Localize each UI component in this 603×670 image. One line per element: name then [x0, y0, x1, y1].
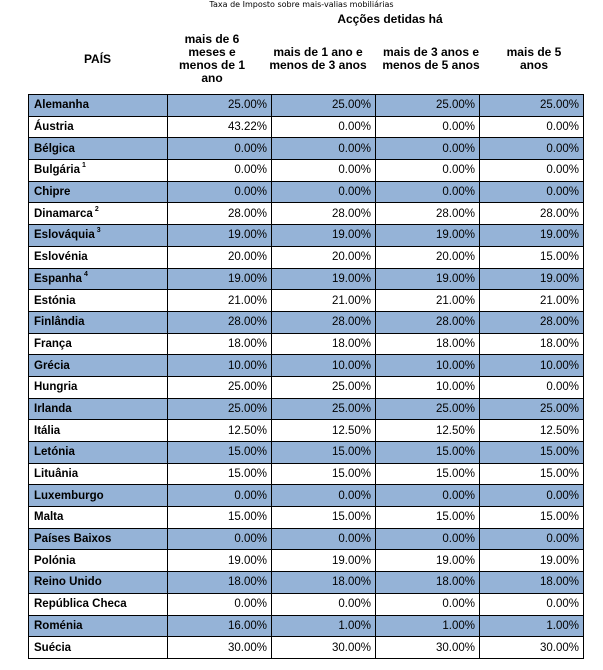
rate-cell: 25.00% [168, 377, 272, 398]
rate-cell: 0.00% [168, 182, 272, 203]
rate-cell: 0.00% [272, 485, 376, 506]
rate-cell: 43.22% [168, 117, 272, 138]
table-row [29, 312, 584, 334]
rate-cell: 28.00% [376, 203, 480, 224]
country-cell [29, 529, 168, 550]
table-row [29, 334, 584, 356]
country-cell: Espanha $^4$ [29, 269, 168, 290]
country-cell [29, 637, 168, 658]
country-cell [29, 138, 168, 159]
table-row [29, 225, 584, 247]
rate-cell: 15.00% [480, 507, 584, 528]
table-row [29, 290, 584, 312]
rate-cell: 16.00% [168, 616, 272, 637]
table-row [29, 464, 584, 486]
country-cell [29, 550, 168, 571]
country-cell [29, 247, 168, 268]
rate-cell: 19.00% [168, 550, 272, 571]
country-name: Reino Unido [34, 576, 102, 589]
table-row [29, 485, 584, 507]
table-row [29, 377, 584, 399]
rate-cell: 25.00% [168, 399, 272, 420]
rate-cell: 15.00% [272, 442, 376, 463]
rate-cell: 0.00% [480, 485, 584, 506]
rate-cell: 19.00% [480, 550, 584, 571]
rate-cell: 25.00% [376, 95, 480, 116]
rate-cell: 1.00% [376, 616, 480, 637]
rate-cell: 0.00% [272, 160, 376, 181]
country-cell [29, 420, 168, 441]
country-cell: Bulgária $^1$ [29, 160, 168, 181]
rate-cell: 19.00% [376, 225, 480, 246]
country-cell [29, 485, 168, 506]
country-cell [29, 290, 168, 311]
rate-cell: 10.00% [376, 355, 480, 376]
country-name: Bulgária [34, 164, 81, 177]
rate-cell: 21.00% [168, 290, 272, 311]
rate-cell: 0.00% [480, 529, 584, 550]
rate-cell: 30.00% [168, 637, 272, 658]
country-name: Letónia [34, 446, 75, 459]
rate-cell: 18.00% [480, 334, 584, 355]
country-cell: Eslováquia $^3$ [29, 225, 168, 246]
table-row [29, 399, 584, 421]
rate-cell: 0.00% [480, 138, 584, 159]
rate-cell: 28.00% [168, 203, 272, 224]
rate-cell: 19.00% [480, 269, 584, 290]
table-row [29, 182, 584, 204]
rate-cell: 0.00% [376, 594, 480, 615]
rate-cell: 12.50% [376, 420, 480, 441]
country-cell [29, 616, 168, 637]
rate-cell: 0.00% [168, 529, 272, 550]
country-name: Itália [34, 424, 61, 437]
rate-cell: 12.50% [168, 420, 272, 441]
table-row [29, 550, 584, 572]
table-row [29, 355, 584, 377]
rate-cell: 18.00% [376, 572, 480, 593]
rate-cell: 21.00% [376, 290, 480, 311]
table-row [29, 442, 584, 464]
rate-cell: 15.00% [376, 464, 480, 485]
country-cell [29, 334, 168, 355]
rate-cell: 0.00% [168, 485, 272, 506]
rate-cell: 28.00% [480, 312, 584, 333]
country-name: Áustria [34, 121, 74, 134]
rate-cell: 10.00% [480, 355, 584, 376]
country-cell [29, 507, 168, 528]
rate-cell: 25.00% [168, 95, 272, 116]
country-name: Polónia [34, 554, 76, 567]
rate-cell: 18.00% [480, 572, 584, 593]
rate-cell: 25.00% [480, 95, 584, 116]
country-cell [29, 95, 168, 116]
column-header-1y-3y: mais de 1 ano e menos de 3 anos [269, 45, 367, 72]
country-name: Países Baixos [34, 533, 112, 546]
rate-cell: 18.00% [168, 572, 272, 593]
country-cell: Dinamarca $^2$ [29, 203, 168, 224]
rate-cell: 20.00% [376, 247, 480, 268]
rate-cell: 20.00% [168, 247, 272, 268]
rate-cell: 19.00% [480, 225, 584, 246]
country-name: Dinamarca [34, 207, 93, 220]
country-name: Luxemburgo [34, 489, 104, 502]
rate-cell: 15.00% [272, 464, 376, 485]
rate-cell: 19.00% [376, 550, 480, 571]
rate-cell: 28.00% [272, 312, 376, 333]
country-cell [29, 442, 168, 463]
country-name: Finlândia [34, 316, 85, 329]
rate-cell: 19.00% [272, 550, 376, 571]
tax-rate-table [28, 94, 584, 659]
rate-cell: 18.00% [168, 334, 272, 355]
country-name: Bélgica [34, 142, 75, 155]
rate-cell: 12.50% [272, 420, 376, 441]
country-name: Eslovénia [34, 251, 88, 264]
rate-cell: 15.00% [480, 247, 584, 268]
rate-cell: 0.00% [376, 160, 480, 181]
country-name: Alemanha [34, 99, 89, 112]
rate-cell: 28.00% [480, 203, 584, 224]
rate-cell: 30.00% [480, 637, 584, 658]
country-name: Roménia [34, 619, 83, 632]
rate-cell: 15.00% [376, 507, 480, 528]
rate-cell: 18.00% [272, 572, 376, 593]
rate-cell: 0.00% [480, 117, 584, 138]
column-header-6m-1y: mais de 6 meses e menos de 1 ano [178, 32, 246, 85]
rate-cell: 15.00% [376, 442, 480, 463]
rate-cell: 15.00% [168, 464, 272, 485]
rate-cell: 15.00% [168, 442, 272, 463]
country-name: Chipre [34, 186, 71, 199]
rate-cell: 0.00% [480, 160, 584, 181]
country-cell [29, 117, 168, 138]
rate-cell: 0.00% [376, 529, 480, 550]
column-header-5y-plus: mais de 5 anos [506, 45, 562, 72]
table-row [29, 637, 584, 659]
rate-cell: 10.00% [168, 355, 272, 376]
table-row [29, 529, 584, 551]
country-name: Malta [34, 511, 64, 524]
rate-cell: 30.00% [376, 637, 480, 658]
rate-cell: 0.00% [480, 594, 584, 615]
country-name: Hungria [34, 381, 78, 394]
country-name: Espanha [34, 272, 82, 285]
rate-cell: 20.00% [272, 247, 376, 268]
rate-cell: 1.00% [480, 616, 584, 637]
table-row [29, 594, 584, 616]
column-header-country: PAÍS [83, 51, 112, 66]
rate-cell: 0.00% [168, 138, 272, 159]
table-row [29, 420, 584, 442]
country-cell [29, 182, 168, 203]
rate-cell: 15.00% [480, 464, 584, 485]
rate-cell: 0.00% [376, 182, 480, 203]
rate-cell: 12.50% [480, 420, 584, 441]
rate-cell: 0.00% [168, 160, 272, 181]
country-name: França [34, 337, 72, 350]
rate-cell: 15.00% [480, 442, 584, 463]
table-row [29, 507, 584, 529]
table-row [29, 138, 584, 160]
table-row [29, 160, 584, 182]
rate-cell: 10.00% [376, 377, 480, 398]
rate-cell: 19.00% [272, 225, 376, 246]
rate-cell: 10.00% [272, 355, 376, 376]
table-row [29, 95, 584, 117]
country-cell [29, 594, 168, 615]
country-name: Lituânia [34, 468, 79, 481]
rate-cell: 15.00% [272, 507, 376, 528]
rate-cell: 0.00% [272, 529, 376, 550]
rate-cell: 25.00% [272, 377, 376, 398]
rate-cell: 25.00% [272, 95, 376, 116]
country-cell [29, 399, 168, 420]
table-row [29, 616, 584, 638]
holding-period-header: Acções detidas há [337, 12, 443, 26]
table-row [29, 203, 584, 225]
country-name: República Checa [34, 598, 127, 611]
country-name: Grécia [34, 359, 70, 372]
rate-cell: 0.00% [168, 594, 272, 615]
rate-cell: 21.00% [480, 290, 584, 311]
rate-cell: 28.00% [272, 203, 376, 224]
rate-cell: 0.00% [376, 117, 480, 138]
country-name: Irlanda [34, 402, 72, 415]
country-cell [29, 312, 168, 333]
rate-cell: 0.00% [272, 138, 376, 159]
table-row [29, 247, 584, 269]
table-row [29, 117, 584, 139]
rate-cell: 19.00% [168, 225, 272, 246]
table-row [29, 572, 584, 594]
rate-cell: 28.00% [376, 312, 480, 333]
rate-cell: 28.00% [168, 312, 272, 333]
rate-cell: 19.00% [168, 269, 272, 290]
rate-cell: 0.00% [376, 485, 480, 506]
rate-cell: 0.00% [376, 138, 480, 159]
rate-cell: 0.00% [272, 594, 376, 615]
country-cell [29, 572, 168, 593]
rate-cell: 25.00% [480, 399, 584, 420]
country-name: Suécia [34, 641, 72, 654]
rate-cell: 18.00% [376, 334, 480, 355]
rate-cell: 0.00% [480, 182, 584, 203]
country-name: Eslováquia [34, 229, 95, 242]
rate-cell: 0.00% [480, 377, 584, 398]
country-cell [29, 355, 168, 376]
rate-cell: 19.00% [376, 269, 480, 290]
rate-cell: 18.00% [272, 334, 376, 355]
rate-cell: 15.00% [168, 507, 272, 528]
column-header-3y-5y: mais de 3 anos e menos de 5 anos [382, 45, 480, 72]
rate-cell: 1.00% [272, 616, 376, 637]
table-caption: Taxa de Imposto sobre mais-valias mobiliárias [209, 0, 394, 9]
rate-cell: 0.00% [272, 182, 376, 203]
rate-cell: 19.00% [272, 269, 376, 290]
rate-cell: 25.00% [376, 399, 480, 420]
country-cell [29, 377, 168, 398]
rate-cell: 21.00% [272, 290, 376, 311]
table-row [29, 269, 584, 291]
country-cell [29, 464, 168, 485]
rate-cell: 30.00% [272, 637, 376, 658]
rate-cell: 0.00% [272, 117, 376, 138]
country-name: Estónia [34, 294, 76, 307]
rate-cell: 25.00% [272, 399, 376, 420]
